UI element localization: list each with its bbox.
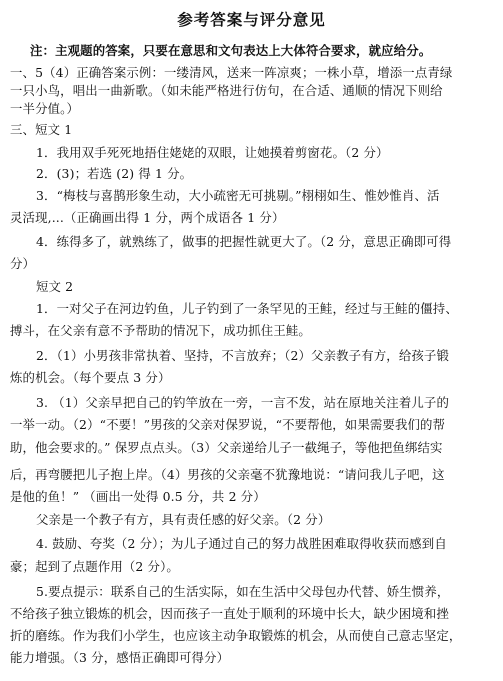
text-line: 父亲是一个教子有方，具有责任感的好父亲。（2 分）	[36, 512, 331, 527]
text-line: 炼的机会。（每个要点 3 分）	[10, 370, 171, 385]
text-line: 2．(3)；若选 (2) 得 1 分。	[36, 166, 193, 181]
text-line: 是他的鱼！” （画出一处得 0.5 分，共 2 分）	[10, 489, 266, 504]
scoring-note: 注：主观题的答案，只要在意思和文句表达上大体符合要求，就应给分。	[30, 43, 432, 58]
text-line: 豪；起到了点题作用（2 分）。	[10, 559, 179, 574]
text-line: 搏斗，在父亲有意不予帮助的情况下，成功抓住王鲑。	[10, 323, 311, 338]
text-line: 一、5（4）正确答案示例：一缕清风，送来一阵凉爽；一株小草，增添一点青绿	[10, 65, 453, 80]
text-line: 1．一对父子在河边钓鱼，儿子钓到了一条罕见的王鲑，经过与王鲑的僵持、	[36, 301, 458, 316]
page-title: 参考答案与评分意见	[177, 11, 326, 29]
text-line: 一只小鸟，唱出一曲新歌。（如未能严格进行仿句，在合适、通顺的情况下则给	[10, 83, 443, 98]
section-heading: 三、短文 1	[10, 122, 73, 137]
text-line: 不给孩子独立锻炼的机会，因而孩子一直处于顺利的环境中长大，缺少困境和挫	[10, 606, 449, 621]
text-line: 2．（1）小男孩非常执着、坚持，不言放弃；（2）父亲教子有方，给孩子锻	[36, 348, 449, 363]
text-line: 助，他会要求的。” 保罗点点头。（3）父亲递给儿子一截绳子，等他把鱼绑结实	[10, 440, 443, 455]
text-line: 4. 鼓励、夸奖（2 分）；为儿子通过自己的努力战胜困难取得收获而感到自	[36, 536, 447, 551]
text-line: 3．“梅枝与喜鹊形象生动，大小疏密无可挑剔。”栩栩如生、惟妙惟肖、活	[36, 188, 440, 203]
text-line: 能力增强。（3 分，感悟正确即可得分）	[10, 650, 230, 665]
text-line: 一举一动。（2）“不要！”男孩的父亲对保罗说，“不要帮他，如果需要我们的帮	[10, 417, 446, 432]
text-line: 1．我用双手死死地捂住姥姥的双眼，让她摸着剪窗花。（2 分）	[36, 145, 389, 160]
section-heading: 短文 2	[36, 279, 74, 294]
text-line: 灵活现,...（正确画出得 1 分，两个成语各 1 分）	[10, 210, 285, 225]
text-line: 折的磨练。作为我们小学生，也应该主动争取锻炼的机会，从而使自己意志坚定，	[10, 628, 462, 643]
text-line: 3. （1）父亲早把自己的钓竿放在一旁，一言不发，站在原地关注着儿子的	[36, 395, 450, 410]
text-line: 分）	[10, 256, 36, 271]
text-line: 4．练得多了，就熟练了，做事的把握性就更大了。（2 分，意思正确即可得	[36, 234, 452, 249]
text-line: 一半分值。）	[10, 101, 80, 116]
text-line: 后，再弯腰把儿子抱上岸。（4）男孩的父亲毫不犹豫地说：“请问我儿子吧，这	[10, 467, 445, 482]
text-line: 5.要点提示：联系自己的生活实际，如在生活中父母包办代替、娇生惯养，	[36, 584, 450, 599]
